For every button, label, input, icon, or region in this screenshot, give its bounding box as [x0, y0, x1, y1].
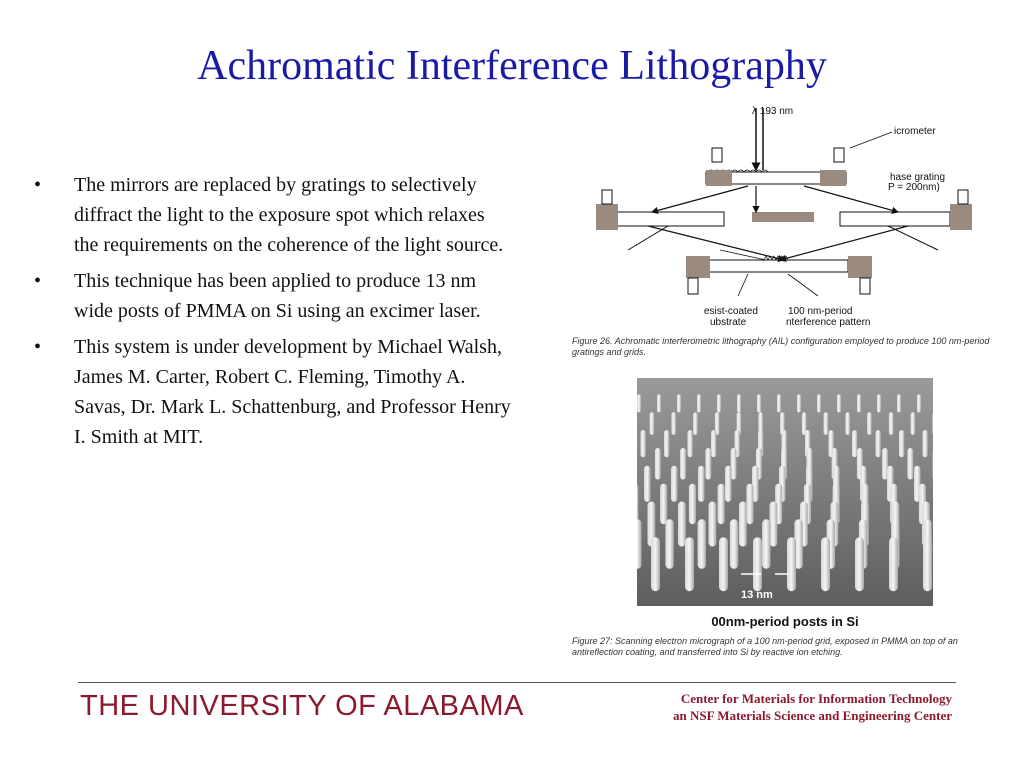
- sem-post: [665, 519, 673, 569]
- sem-post: [876, 430, 881, 457]
- sem-post: [837, 394, 841, 412]
- sem-post: [770, 502, 778, 547]
- sem-post: [923, 537, 932, 591]
- bullet-item: [34, 332, 514, 452]
- sem-post: [787, 537, 796, 591]
- sem-post: [777, 394, 781, 412]
- sem-post: [797, 394, 801, 412]
- sem-post: [677, 394, 681, 412]
- sem-post: [693, 412, 698, 435]
- sem-post: [637, 519, 642, 569]
- figure-26-caption: Figure 26. Achromatic interferometric lithography (AIL) configuration employed to produce 100 nm-period gratings and grids.: [572, 336, 990, 357]
- sem-post: [698, 466, 705, 502]
- sem-post: [671, 466, 678, 502]
- sem-post: [657, 394, 661, 412]
- sem-post: [725, 466, 732, 502]
- sem-post: [709, 502, 717, 547]
- bullet-mark: •: [34, 336, 42, 358]
- sem-post: [845, 412, 850, 435]
- sem-post: [899, 430, 904, 457]
- sem-post: [705, 448, 711, 480]
- footer-divider: [78, 682, 956, 683]
- bullet-item: [34, 266, 514, 326]
- sem-post: [877, 394, 881, 412]
- sem-post: [824, 412, 829, 435]
- bullet-item: [34, 170, 514, 260]
- sem-post: [746, 484, 753, 525]
- center-line-2: an NSF Materials Science and Engineering Center: [673, 708, 952, 723]
- sem-post: [821, 537, 830, 591]
- sem-post: [855, 537, 864, 591]
- sem-post: [644, 466, 651, 502]
- sem-post: [698, 519, 706, 569]
- university-name: THE UNIVERSITY OF ALABAMA: [80, 690, 524, 722]
- pattern-label-2: nterference pattern: [786, 317, 871, 328]
- sem-post: [889, 537, 898, 591]
- sem-post: [678, 502, 686, 547]
- sem-post: [697, 394, 701, 412]
- sem-post: [817, 394, 821, 412]
- sem-post: [650, 412, 655, 435]
- sem-post: [718, 484, 725, 525]
- grating-label-1: hase grating: [890, 172, 946, 183]
- sem-post: [680, 448, 686, 480]
- ail-diagram: [588, 100, 998, 332]
- sem-post: [907, 448, 913, 480]
- pattern-label-1: 100 nm-period: [788, 306, 853, 317]
- sem-post: [637, 394, 641, 412]
- micrometer-label: icrometer: [894, 126, 936, 137]
- substrate-label-2: ubstrate: [710, 317, 747, 328]
- sem-post: [757, 394, 761, 412]
- bullet-text: This technique has been applied to produce 13 nm wide posts of PMMA on Si using an excimer laser.: [74, 270, 481, 322]
- slide-title: Achromatic Interference Lithography: [197, 43, 827, 89]
- sem-post: [689, 484, 696, 525]
- sem-post: [717, 394, 721, 412]
- sem-post: [911, 412, 916, 435]
- sem-post: [857, 394, 861, 412]
- sem-micrograph: [637, 378, 933, 606]
- sem-post: [637, 484, 639, 525]
- bullet-text: The mirrors are replaced by gratings to selectively diffract the light to the exposure spot which relaxes the requirements on the coherence of the light source.: [74, 174, 504, 256]
- bullet-list: [34, 170, 514, 458]
- sem-post: [753, 537, 762, 591]
- sem-post: [917, 394, 921, 412]
- sem-post: [739, 502, 747, 547]
- sem-post: [719, 537, 728, 591]
- sem-post: [762, 519, 770, 569]
- wavelength-label: λ 193 nm: [752, 106, 794, 117]
- sem-post: [651, 537, 660, 591]
- scale-label: 13 nm: [741, 589, 773, 601]
- sem-post: [664, 430, 669, 457]
- bullet-mark: •: [34, 270, 42, 292]
- sem-post: [737, 394, 741, 412]
- figure-27-caption: Figure 27: Scanning electron micrograph of a 100 nm-period grid, exposed in PMMA on top of an antireflection coating, and transferred into Si by reactive ion etching.: [572, 636, 958, 657]
- sem-post: [889, 412, 894, 435]
- sem-post: [897, 394, 901, 412]
- sem-post: [671, 412, 676, 435]
- sem-post: [688, 430, 693, 457]
- bullet-mark: •: [34, 174, 42, 196]
- center-name: [673, 690, 952, 724]
- bullet-text: This system is under development by Michael Walsh, James M. Carter, Robert C. Fleming, Timothy A. Savas, Dr. Mark L. Schattenburg, and Professor Henry I. Smith at MIT.: [74, 336, 511, 448]
- sem-post: [932, 412, 933, 435]
- substrate-label-1: esist-coated: [704, 306, 758, 317]
- sem-post: [730, 519, 738, 569]
- center-line-1: Center for Materials for Information Technology: [680, 691, 952, 706]
- sem-posts-drawing: [637, 378, 933, 606]
- sem-post: [852, 430, 857, 457]
- sem-post: [711, 430, 716, 457]
- sem-post: [867, 412, 872, 435]
- sem-post: [923, 430, 928, 457]
- grating-label-2: P = 200nm): [888, 182, 940, 193]
- sem-post: [655, 448, 661, 480]
- sem-post: [641, 430, 646, 457]
- sem-post: [660, 484, 667, 525]
- sem-post: [685, 537, 694, 591]
- sem-image-label: 00nm-period posts in Si: [711, 614, 859, 629]
